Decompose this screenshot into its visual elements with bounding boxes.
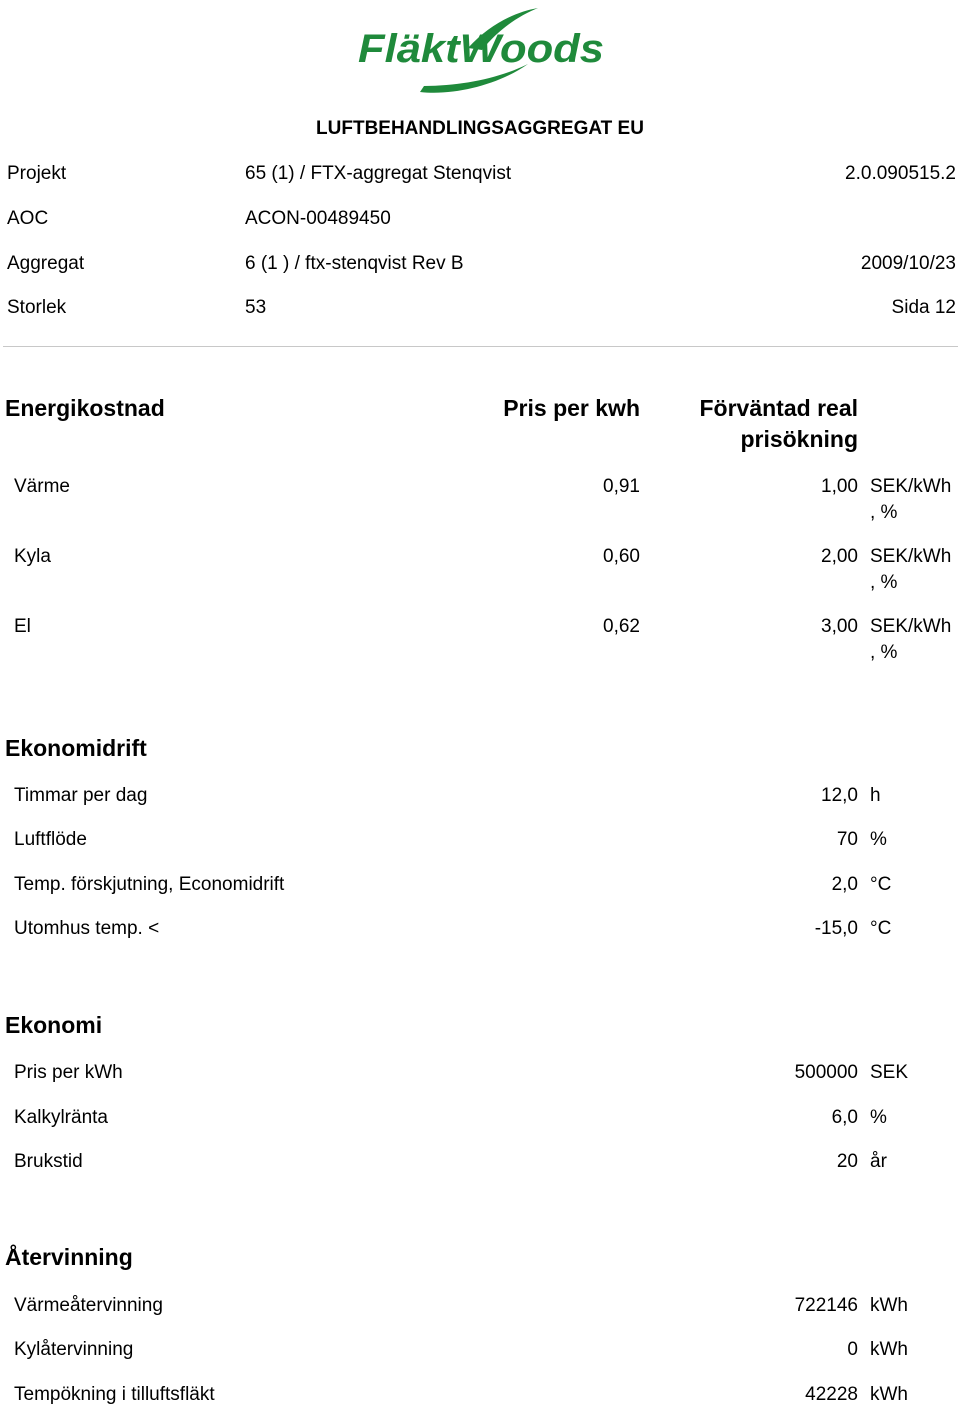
atervinning-row-value: 0 [847, 1339, 858, 1360]
header-label-projekt: Projekt [7, 163, 67, 184]
atervinning-row-value: 42228 [805, 1384, 858, 1405]
ekonomi-row-unit: år [870, 1151, 887, 1172]
ekonomi-row-unit: % [870, 1107, 887, 1128]
header-label-aggregat: Aggregat [7, 253, 85, 274]
energy-row-unit-line1: SEK/kWh [870, 616, 952, 637]
energy-row-increase: 1,00 [821, 476, 858, 497]
energy-row-price: 0,60 [603, 546, 640, 567]
column-header-increase-line2: prisökning [740, 426, 858, 452]
logo-text: FläktWoods [358, 27, 604, 71]
drift-row-label: Utomhus temp. < [14, 918, 160, 939]
energy-row-label: Värme [14, 476, 70, 497]
drift-row-value: 12,0 [821, 785, 858, 806]
drift-row-value: 70 [836, 829, 858, 850]
energy-row-increase: 2,00 [821, 546, 858, 567]
column-header-increase-line1: Förväntad real [699, 395, 858, 421]
column-header-price: Pris per kwh [503, 395, 640, 421]
header-page-number: Sida 12 [891, 297, 956, 318]
section-heading-ekonomi: Ekonomi [5, 1012, 103, 1038]
drift-row-label: Temp. förskjutning, Economidrift [14, 874, 285, 895]
drift-row-unit: °C [870, 918, 892, 939]
drift-row-unit: °C [870, 874, 892, 895]
ekonomi-row-value: 500000 [794, 1062, 858, 1083]
header-date: 2009/10/23 [860, 253, 956, 274]
header-value-storlek: 53 [245, 297, 267, 318]
atervinning-row-unit: kWh [870, 1384, 908, 1405]
flaktwoods-logo [350, 4, 610, 96]
atervinning-row-label: Tempökning i tilluftsfläkt [14, 1384, 215, 1405]
energy-row-unit-line2: , % [870, 502, 898, 523]
drift-row-value: 2,0 [831, 874, 858, 895]
drift-row-label: Luftflöde [14, 829, 87, 850]
atervinning-row-label: Kylåtervinning [14, 1339, 134, 1360]
energy-row-unit-line2: , % [870, 572, 898, 593]
atervinning-row-value: 722146 [794, 1295, 858, 1316]
drift-row-unit: h [870, 785, 881, 806]
atervinning-row-unit: kWh [870, 1339, 908, 1360]
header-version: 2.0.090515.2 [845, 163, 956, 184]
section-heading-energikostnad: Energikostnad [5, 395, 165, 421]
energy-row-price: 0,91 [603, 476, 640, 497]
section-heading-atervinning: Återvinning [5, 1244, 133, 1270]
header-value-projekt: 65 (1) / FTX-aggregat Stenqvist [245, 163, 512, 184]
energy-row-price: 0,62 [603, 616, 640, 637]
header-label-aoc: AOC [7, 208, 49, 229]
energy-row-label: Kyla [14, 546, 51, 567]
energy-row-unit-line1: SEK/kWh [870, 476, 952, 497]
drift-row-value: -15,0 [814, 918, 858, 939]
ekonomi-row-label: Brukstid [14, 1151, 83, 1172]
header-divider [3, 346, 958, 347]
ekonomi-row-label: Pris per kWh [14, 1062, 123, 1083]
drift-row-unit: % [870, 829, 887, 850]
header-label-storlek: Storlek [7, 297, 67, 318]
energy-row-unit-line1: SEK/kWh [870, 546, 952, 567]
document-title: LUFTBEHANDLINGSAGGREGAT EU [316, 118, 644, 139]
ekonomi-row-label: Kalkylränta [14, 1107, 108, 1128]
drift-row-label: Timmar per dag [14, 785, 148, 806]
ekonomi-row-value: 6,0 [831, 1107, 858, 1128]
section-heading-ekonomidrift: Ekonomidrift [5, 735, 147, 761]
atervinning-row-unit: kWh [870, 1295, 908, 1316]
ekonomi-row-unit: SEK [870, 1062, 909, 1083]
energy-row-unit-line2: , % [870, 642, 898, 663]
energy-row-label: El [14, 616, 31, 637]
atervinning-row-label: Värmeåtervinning [14, 1295, 163, 1316]
ekonomi-row-value: 20 [836, 1151, 858, 1172]
energy-row-increase: 3,00 [821, 616, 858, 637]
header-value-aoc: ACON-00489450 [245, 208, 391, 229]
header-value-aggregat: 6 (1 ) / ftx-stenqvist Rev B [245, 253, 464, 274]
